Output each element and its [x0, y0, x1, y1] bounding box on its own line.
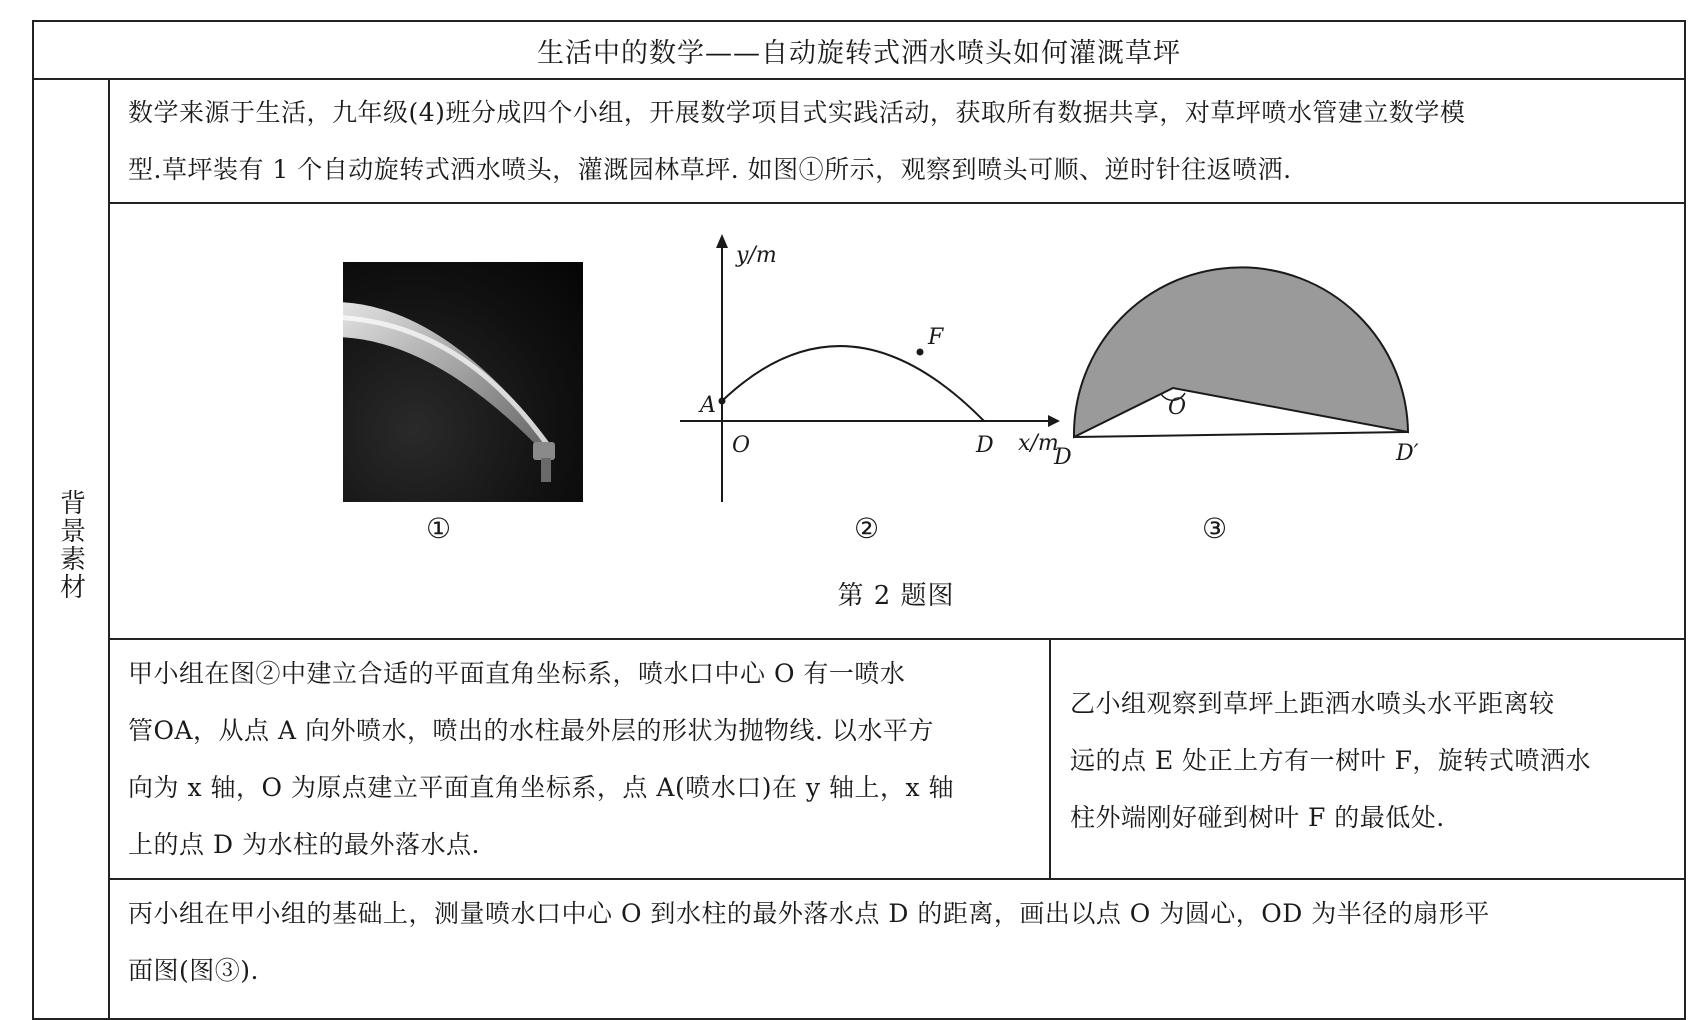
intro-paragraph: [128, 84, 1678, 198]
right-point-label: D′: [1396, 441, 1419, 466]
y-axis-arrow: [716, 234, 728, 248]
group-yi-paragraph: [1070, 675, 1680, 846]
group-bing-line: 丙小组在甲小组的基础上，测量喷水口中心 O 到水柱的最外落水点 D 的距离，画出以点 O 为圆心，OD 为半径的扇形平: [128, 899, 1490, 928]
y-axis-label: y/m: [736, 243, 777, 268]
title-divider: [32, 78, 1686, 80]
group-bing-paragraph: [128, 885, 1678, 999]
side-label-text: 背景素材: [55, 489, 86, 601]
side-label: [34, 80, 108, 1010]
group-yi-line: 乙小组观察到草坪上距洒水喷头水平距离较: [1070, 689, 1555, 718]
point-f-label: F: [928, 325, 944, 350]
figure-3-sector: [1053, 267, 1419, 545]
figure-2-parabola: [680, 234, 1060, 545]
x-axis-label: x/m: [1018, 431, 1059, 456]
page-title: 生活中的数学——自动旋转式洒水喷头如何灌溉草坪: [537, 37, 1181, 69]
sector-shape: [1074, 267, 1408, 437]
x-axis-arrow: [1048, 415, 1060, 427]
group-yi-line: 远的点 E 处正上方有一树叶 F，旋转式喷洒水: [1070, 746, 1591, 775]
group-column-divider: [1049, 638, 1051, 878]
figures-area: [108, 202, 1684, 572]
origin-label: O: [732, 433, 751, 458]
group-bing-line: 面图(图③).: [128, 956, 259, 985]
figure-1-label: ①: [426, 512, 452, 545]
point-f-dot: [917, 349, 924, 356]
point-d-label: D: [976, 433, 994, 458]
group-jia-paragraph: [128, 645, 1043, 873]
group-jia-line: 甲小组在图②中建立合适的平面直角坐标系，喷水口中心 O 有一喷水: [128, 659, 906, 688]
figure-caption: 第 2 题图: [837, 581, 955, 611]
point-a-dot: [719, 398, 726, 405]
group-jia-line: 向为 x 轴，O 为原点建立平面直角坐标系，点 A(喷水口)在 y 轴上，x 轴: [128, 773, 955, 802]
chord-d-d-prime: [1074, 432, 1408, 437]
group-jia-line: 上的点 D 为水柱的最外落水点.: [128, 830, 480, 859]
intro-line: 型.草坪装有 1 个自动旋转式洒水喷头，灌溉园林草坪. 如图①所示，观察到喷头可顺、逆时针往返喷洒.: [128, 155, 1292, 184]
center-label: O: [1168, 395, 1187, 420]
intro-line: 数学来源于生活，九年级(4)班分成四个小组，开展数学项目式实践活动，获取所有数据共享，对草坪喷水管建立数学模: [128, 98, 1466, 127]
group-yi-line: 柱外端刚好碰到树叶 F 的最低处.: [1070, 803, 1445, 832]
figure-3-label: ③: [1202, 512, 1228, 545]
point-a-label: A: [700, 393, 716, 418]
parabola-curve: [722, 346, 984, 421]
left-point-label: D: [1054, 445, 1072, 470]
group-jia-line: 管OA，从点 A 向外喷水，喷出的水柱最外层的形状为抛物线. 以水平方: [128, 716, 934, 745]
figure-divider: [108, 638, 1686, 640]
groups-divider: [108, 878, 1686, 880]
figure-2-label: ②: [854, 512, 880, 545]
